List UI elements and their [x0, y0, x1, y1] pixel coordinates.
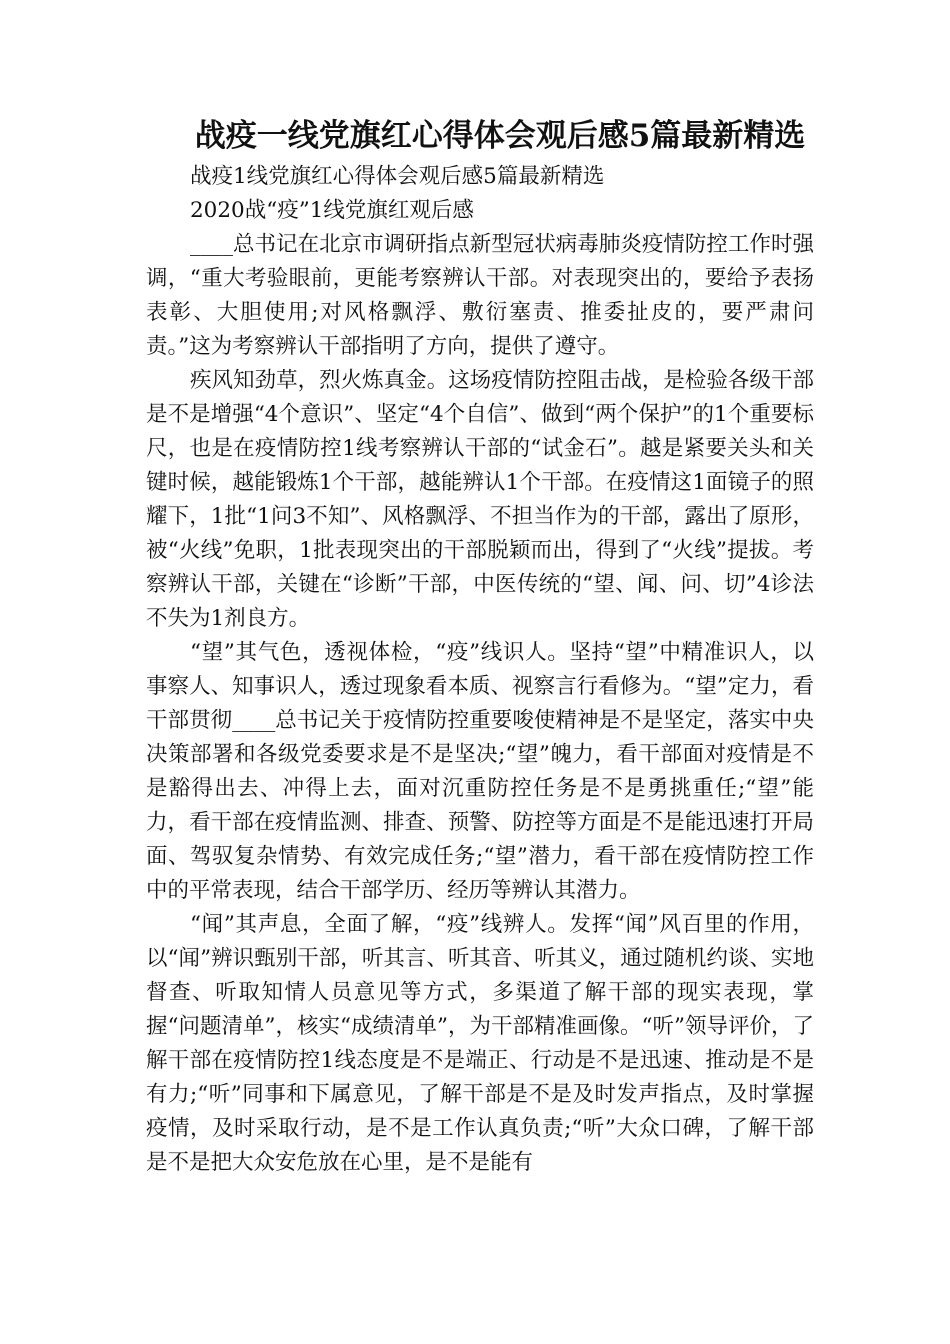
subtitle-line: 战疫1线党旗红心得体会观后感5篇最新精选	[190, 164, 605, 189]
paragraph-3: “望”其气色，透视体检，“疫”线识人。坚持“望”中精准识人，以事察人、知事识人，透过现象看本质、视察言行看修为。“望”定力，看干部贯彻____总书记关于疫情防控重要唆使精神是不是坚定，落实中央决策部署和各级党委要求是不是坚决;“望”魄力，看干部面对疫情是不是豁得出去、冲得上去，面对沉重防控任务是不是勇挑重任;“望”能力，看干部在疫情监测、排查、预警、防控等方面是不是能迅速打开局面、驾驭复杂情势、有效完成任务;“望”潜力，看干部在疫情防控工作中的平常表现，结合干部学历、经历等辨认其潜力。	[146, 640, 814, 903]
document-title: 战疫一线党旗红心得体会观后感5篇最新精选	[194, 118, 806, 154]
document-page	[146, 112, 814, 1180]
paragraph-4: “闻”其声息，全面了解，“疫”线辨人。发挥“闻”风百里的作用，以“闻”辨识甄别干部，听其言、听其音、听其义，通过随机约谈、实地督查、听取知情人员意见等方式，多渠道了解干部的现实表现，掌握“问题清单”，核实“成绩清单”，为干部精准画像。“听”领导评价，了解干部在疫情防控1线态度是不是端正、行动是不是迅速、推动是不是有力;“听”同事和下属意见，了解干部是不是及时发声指点，及时掌握疫情，及时采取行动，是不是工作认真负责;“听”大众口碑，了解干部是不是把大众安危放在心里，是不是能有	[146, 912, 814, 1175]
section-heading: 2020战“疫”1线党旗红观后感	[190, 198, 474, 223]
paragraph-2: 疾风知劲草，烈火炼真金。这场疫情防控阻击战，是检验各级干部是不是增强“4个意识”、坚定“4个自信”、做到“两个保护”的1个重要标尺，也是在疫情防控1线考察辨认干部的“试金石”。越是紧要关头和关键时候，越能锻炼1个干部，越能辨认1个干部。在疫情这1面镜子的照耀下，1批“1问3不知”、风格飘浮、不担当作为的干部，露出了原形，被“火线”免职，1批表现突出的干部脱颖而出，得到了“火线”提拔。考察辨认干部，关键在“诊断”干部，中医传统的“望、闻、问、切”4诊法不失为1剂良方。	[146, 368, 814, 631]
paragraph-1: ____总书记在北京市调研指点新型冠状病毒肺炎疫情防控工作时强调，“重大考验眼前，更能考察辨认干部。对表现突出的，要给予表扬表彰、大胆使用;对风格飘浮、敷衍塞责、推委扯皮的，要严肃问责。”这为考察辨认干部指明了方向，提供了遵守。	[146, 232, 814, 359]
